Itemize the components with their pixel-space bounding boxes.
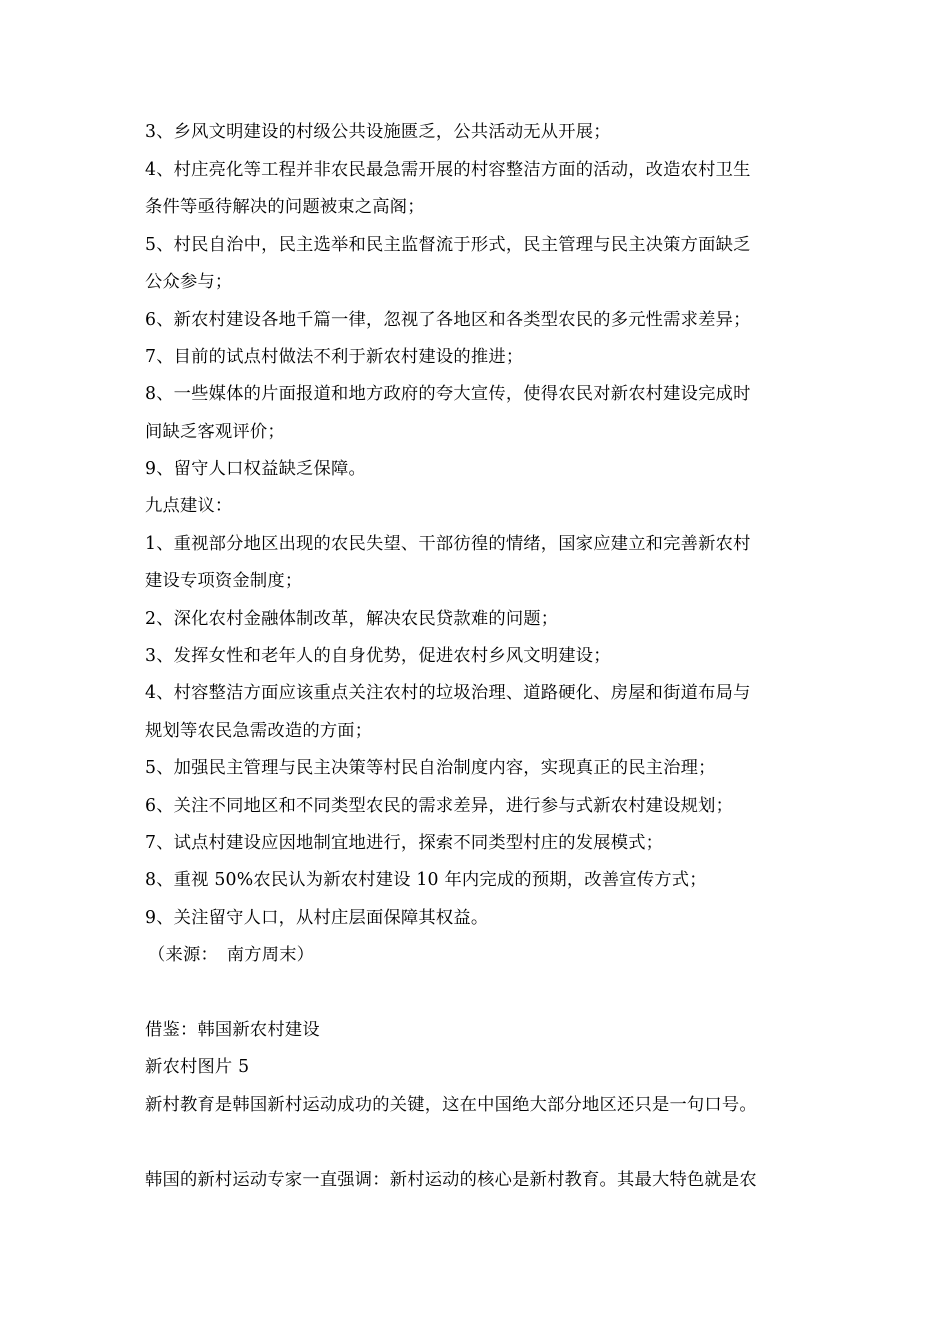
text-line: 3、发挥女性和老年人的自身优势，促进农村乡风文明建设；: [145, 646, 611, 666]
text-line: 条件等亟待解决的问题被束之高阁；: [145, 197, 425, 217]
text-line: 7、目前的试点村做法不利于新农村建设的推进；: [145, 347, 524, 367]
text-line: 7、试点村建设应因地制宜地进行，探索不同类型村庄的发展模式；: [145, 833, 664, 853]
text-line: 8、重视 50%农民认为新农村建设 10 年内完成的预期，改善宣传方式；: [145, 870, 707, 890]
text-line: 5、加强民主管理与民主决策等村民自治制度内容，实现真正的民主治理；: [145, 758, 716, 778]
text-line: 4、村庄亮化等工程并非农民最急需开展的村容整洁方面的活动，改造农村卫生: [145, 160, 751, 180]
text-line: 5、村民自治中，民主选举和民主监督流于形式，民主管理与民主决策方面缺乏: [145, 235, 751, 255]
source-note: （来源： 南方周末）: [148, 945, 315, 965]
section-heading: 九点建议：: [145, 496, 233, 516]
text-line: 9、留守人口权益缺乏保障。: [145, 459, 366, 479]
text-line: 2、深化农村金融体制改革，解决农民贷款难的问题；: [145, 609, 559, 629]
text-line: 新村教育是韩国新村运动成功的关键，这在中国绝大部分地区还只是一句口号。: [145, 1095, 757, 1115]
text-line: 8、一些媒体的片面报道和地方政府的夸大宣传，使得农民对新农村建设完成时: [145, 384, 751, 404]
text-line: 间缺乏客观评价；: [145, 422, 285, 442]
text-line: 6、关注不同地区和不同类型农民的需求差异，进行参与式新农村建设规划；: [145, 796, 734, 816]
text-line: 6、新农村建设各地千篇一律，忽视了各地区和各类型农民的多元性需求差异；: [145, 310, 751, 330]
text-line: 韩国的新村运动专家一直强调：新村运动的核心是新村教育。其最大特色就是农: [145, 1170, 757, 1190]
text-line: 9、关注留守人口，从村庄层面保障其权益。: [145, 908, 489, 928]
text-line: 1、重视部分地区出现的农民失望、干部彷徨的情绪，国家应建立和完善新农村: [145, 534, 751, 554]
text-line: 3、乡风文明建设的村级公共设施匮乏，公共活动无从开展；: [145, 122, 611, 142]
text-line: 公众参与；: [145, 272, 233, 292]
image-caption: 新农村图片 5: [145, 1057, 250, 1077]
text-line: 规划等农民急需改造的方面；: [145, 721, 373, 741]
section-heading: 借鉴：韩国新农村建设: [145, 1020, 320, 1040]
text-line: 建设专项资金制度；: [145, 571, 303, 591]
text-line: 4、村容整洁方面应该重点关注农村的垃圾治理、道路硬化、房屋和街道布局与: [145, 683, 751, 703]
